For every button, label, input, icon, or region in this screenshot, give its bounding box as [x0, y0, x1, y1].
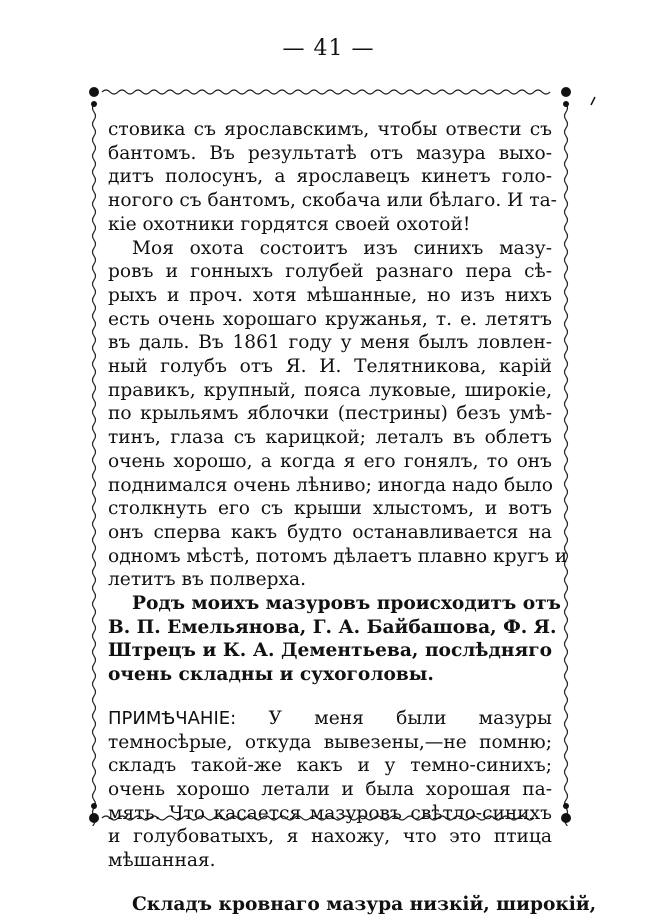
text-line: Складъ кровнаго мазура низкій, широкій,	[132, 893, 597, 915]
text-line: летитъ въ полверха.	[108, 569, 306, 591]
text-line: одномъ мѣстѣ, потомъ дѣлаетъ плавно кругъ и	[108, 545, 568, 567]
text-line: по крыльямъ яблочки (пестрины) безъ умѣ-	[108, 403, 552, 425]
text-line: ный голубъ отъ Я. И. Телятникова, карій	[108, 356, 552, 378]
text-line: мѣшанная.	[108, 850, 216, 872]
paragraph-2	[108, 237, 568, 593]
text-line: В. П. Емельянова, Г. А. Байбашова, Ф. Я.	[108, 616, 557, 638]
text-line: Родъ моихъ мазуровъ происходитъ отъ	[132, 593, 561, 615]
text-line: Штрецъ и К. А. Дементьева, послѣдняго	[108, 640, 552, 662]
note-heading: ПРИМѢЧАНІЕ:	[108, 707, 237, 729]
final-paragraph	[108, 893, 597, 917]
text-line: дитъ полосунъ, а ярославецъ кинетъ голо-	[108, 166, 552, 188]
text-line: тинъ, глаза съ карицкой; леталъ въ облетъ	[108, 427, 552, 449]
text-line: стовика съ ярославскимъ, чтобы отвести съ	[108, 119, 552, 140]
text-line: очень хорошо, а когда я его гонялъ, то онъ	[108, 450, 552, 472]
text-line: кіе охотники гордятся своей охотой!	[108, 213, 471, 235]
text-line: темносѣрые, откуда вывезены,—не помню;	[108, 731, 552, 753]
text-line: поднимался очень лѣниво; иногда надо было	[108, 474, 553, 496]
page-text	[108, 118, 597, 917]
paragraph-spacer	[108, 687, 552, 707]
text-line: столкнуть его съ крыши хлыстомъ, и вотъ	[108, 498, 552, 520]
text-line: есть очень хорошаго кружанья, т. е. летятъ	[108, 308, 552, 330]
paragraph-spacer	[108, 873, 552, 893]
paragraph-3	[108, 592, 561, 687]
text-line: очень складны и сухоголовы.	[108, 664, 434, 686]
text-line: ногого съ бантомъ, скобача или бѣлаго. И та-	[108, 190, 557, 212]
text-line: въ даль. Въ 1861 году у меня былъ ловлен-	[108, 332, 552, 354]
text-line: мять. Что касается мазуровъ свѣтло-синихъ	[108, 802, 552, 824]
text-line: правикъ, крупный, пояса луковые, широкіе,	[108, 379, 552, 401]
text-line: очень хорошо летали и была хорошая па-	[108, 778, 552, 800]
text-line: и голубоватыхъ, я нахожу, что это птица	[108, 826, 552, 848]
stray-mark-icon	[590, 96, 596, 106]
paragraph-1	[108, 118, 557, 237]
text-line: ровъ и гонныхъ голубей разнаго пера сѣ-	[108, 261, 552, 283]
text-line	[108, 707, 552, 731]
note-paragraph	[108, 707, 552, 873]
page-number: — 41 —	[282, 36, 375, 61]
text-line: рыхъ и проч. хотя мѣшанные, но изъ нихъ	[108, 284, 552, 306]
text-line: складъ такой-же какъ и у темно-синихъ;	[108, 755, 552, 777]
note-first-line: У меня были мазуры	[268, 707, 552, 729]
text-line: онъ сперва какъ будто останавливается на	[108, 521, 552, 543]
text-line: Моя охота состоитъ изъ синихъ мазу-	[132, 237, 552, 259]
text-line: бантомъ. Въ результатѣ отъ мазура выхо-	[108, 142, 552, 164]
